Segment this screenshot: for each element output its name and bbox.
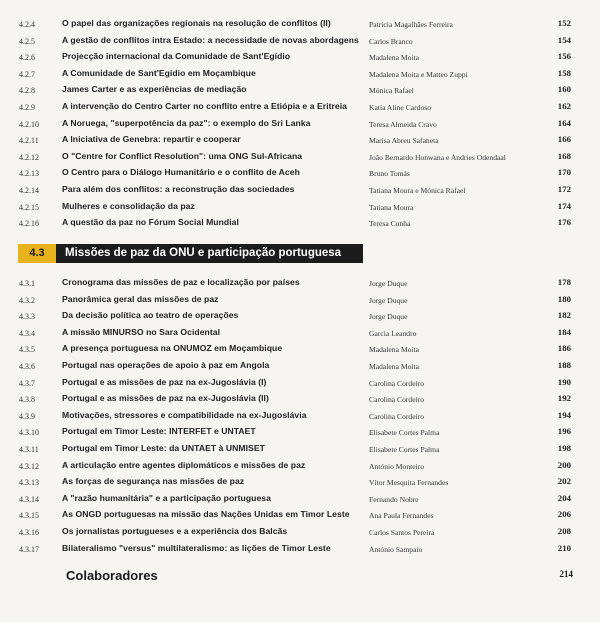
entry-number: 4.3.10 xyxy=(19,428,39,438)
entry-author: Elisabete Cortes Palma xyxy=(369,445,440,454)
entry-page-number: 178 xyxy=(557,277,571,287)
toc-entry[interactable] xyxy=(0,17,600,33)
entry-author: Jorge Duque xyxy=(369,279,408,288)
entry-number: 4.2.10 xyxy=(19,119,39,129)
entry-number: 4.3.5 xyxy=(19,345,35,355)
entry-page-number: 162 xyxy=(557,101,571,111)
entry-title: Portugal nas operações de apoio à paz em Angola xyxy=(62,360,270,370)
entry-page-number: 174 xyxy=(557,200,571,211)
entry-number: 4.3.16 xyxy=(19,528,39,537)
entry-author: Teresa Cunha xyxy=(369,219,411,229)
entry-author: Carlos Santos Pereira xyxy=(369,528,435,537)
entry-number: 4.2.12 xyxy=(19,152,39,162)
entry-title: A "razão humanitária" e a participação portuguesa xyxy=(62,492,271,503)
toc-entry[interactable] xyxy=(0,525,600,541)
entry-author: Madalena Moita e Matteo Zuppi xyxy=(369,69,468,79)
entry-page-number: 200 xyxy=(557,459,571,470)
entry-number: 4.3.8 xyxy=(19,395,35,405)
toc-entry[interactable] xyxy=(0,342,600,358)
toc-entry[interactable] xyxy=(0,409,600,425)
entry-page-number: 188 xyxy=(557,360,571,370)
entry-page-number: 184 xyxy=(557,326,571,337)
toc-entry[interactable] xyxy=(0,475,600,491)
toc-entry[interactable] xyxy=(0,67,600,83)
toc-entry[interactable] xyxy=(0,166,600,182)
entry-title: O Centro para o Diálogo Humanitário e o conflito de Aceh xyxy=(62,167,300,178)
entry-title: Portugal em Timor Leste: da UNTAET à UNMISET xyxy=(62,443,265,453)
entry-number: 4.2.11 xyxy=(19,136,39,146)
entry-title: As forças de segurança nas missões de paz xyxy=(62,476,245,487)
toc-entry[interactable] xyxy=(0,50,600,66)
toc-entry[interactable] xyxy=(0,200,600,216)
entry-number: 4.3.11 xyxy=(19,445,39,454)
toc-entry[interactable] xyxy=(0,150,600,166)
entry-author: Patrícia Magalhães Ferreira xyxy=(369,20,453,29)
entry-page-number: 152 xyxy=(557,18,571,28)
toc-entry[interactable] xyxy=(0,117,600,133)
toc-entry[interactable] xyxy=(0,508,600,524)
entry-number: 4.2.15 xyxy=(19,202,39,212)
entry-number: 4.3.2 xyxy=(19,295,35,305)
entry-number: 4.3.7 xyxy=(19,378,35,388)
section-title: Missões de paz da ONU e participação portuguesa xyxy=(65,247,342,259)
entry-page-number: 202 xyxy=(557,476,571,487)
entry-number: 4.2.6 xyxy=(19,53,35,63)
toc-entry[interactable] xyxy=(0,359,600,375)
entry-page-number: 166 xyxy=(557,134,571,145)
entry-page-number: 208 xyxy=(557,526,571,536)
entry-author: Marisa Abreu Safaneta xyxy=(369,136,439,146)
entry-page-number: 156 xyxy=(557,51,571,62)
toc-entry[interactable] xyxy=(0,34,600,50)
entry-title: Os jornalistas portugueses e a experiência dos Balcãs xyxy=(62,526,288,536)
entry-author: António Sampaio xyxy=(369,544,423,554)
entry-title: O papel das organizações regionais na resolução de conflitos (II) xyxy=(62,18,331,28)
entry-author: Madalena Moita xyxy=(369,53,419,63)
entry-number: 4.3.6 xyxy=(19,362,35,371)
entry-title: Bilateralismo "versus" multilateralismo: as lições de Timor Leste xyxy=(62,542,331,553)
entry-author: Carolina Cordeiro xyxy=(369,395,425,405)
entry-number: 4.2.4 xyxy=(19,20,35,29)
entry-author: Madalena Moita xyxy=(369,362,419,371)
entry-number: 4.2.7 xyxy=(19,69,35,79)
entry-page-number: 206 xyxy=(557,509,571,520)
entry-number: 4.3.13 xyxy=(19,478,39,488)
entry-author: Carolina Cordeiro xyxy=(369,411,425,421)
contributors-entry[interactable] xyxy=(0,568,600,588)
entry-number: 4.2.9 xyxy=(19,103,35,112)
entry-number: 4.3.3 xyxy=(19,312,35,322)
entry-author: Madalena Moita xyxy=(369,345,419,355)
entry-author: Jorge Duque xyxy=(369,295,408,305)
entry-title: O "Centre for Conflict Resolution": uma ONG Sul-Africana xyxy=(62,150,303,161)
toc-entry[interactable] xyxy=(0,492,600,508)
entry-author: Vítor Mesquita Fernandes xyxy=(369,478,449,488)
entry-title: A intervenção do Centro Carter no conflito entre a Etiópia e a Eritreia xyxy=(62,101,347,111)
toc-entry[interactable] xyxy=(0,542,600,558)
toc-entry[interactable] xyxy=(0,83,600,99)
entry-number: 4.2.13 xyxy=(19,169,39,179)
entry-author: Carolina Cordeiro xyxy=(369,378,425,388)
entry-number: 4.3.1 xyxy=(19,279,35,288)
toc-entry[interactable] xyxy=(0,392,600,408)
entry-title: Motivações, stressores e compatibilidade na ex-Jugoslávia xyxy=(62,409,307,420)
entry-number: 4.3.17 xyxy=(19,544,39,554)
entry-title: Portugal e as missões de paz na ex-Jugoslávia (II) xyxy=(62,393,269,404)
toc-entry[interactable] xyxy=(0,425,600,441)
entry-title: Cronograma das missões de paz e localização por países xyxy=(62,277,300,287)
entry-page-number: 204 xyxy=(557,492,571,503)
entry-title: A Iniciativa de Genebra: repartir e cooperar xyxy=(62,134,241,145)
entry-page-number: 158 xyxy=(557,67,571,78)
toc-entry[interactable] xyxy=(0,309,600,325)
entry-author: Jorge Duque xyxy=(369,312,408,322)
entry-number: 4.3.14 xyxy=(19,494,39,504)
entry-page-number: 210 xyxy=(557,542,571,553)
toc-entry[interactable] xyxy=(0,326,600,342)
toc-entry[interactable] xyxy=(0,133,600,149)
entry-author: Garcia Leandro xyxy=(369,328,417,338)
entry-page-number: 170 xyxy=(557,167,571,178)
entry-author: Elisabete Cortes Palma xyxy=(369,428,440,438)
entry-author: Teresa Almeida Cravo xyxy=(369,119,437,129)
entry-number: 4.2.14 xyxy=(19,186,39,195)
toc-entry[interactable] xyxy=(0,459,600,475)
toc-entry[interactable] xyxy=(0,376,600,392)
entry-author: Katia Aline Cardoso xyxy=(369,103,432,112)
entry-title: James Carter e as experiências de mediação xyxy=(62,84,247,95)
entry-page-number: 180 xyxy=(557,293,571,304)
entry-page-number: 182 xyxy=(557,310,571,321)
entry-title: Portugal em Timor Leste: INTERFET e UNTAET xyxy=(62,426,256,437)
entry-title: A presença portuguesa na ONUMOZ em Moçambique xyxy=(62,343,283,354)
entry-title: A Noruega, "superpotência da paz": o exemplo do Sri Lanka xyxy=(62,117,311,128)
toc-entry[interactable] xyxy=(0,100,600,116)
entry-author: Bruno Tomás xyxy=(369,169,410,179)
entry-page-number: 194 xyxy=(557,409,571,420)
entry-number: 4.2.5 xyxy=(19,36,35,46)
entry-page-number: 168 xyxy=(557,150,571,161)
entry-page-number: 196 xyxy=(557,426,571,437)
entry-page-number: 172 xyxy=(557,184,571,194)
entry-number: 4.3.15 xyxy=(19,511,39,521)
toc-entry[interactable] xyxy=(0,293,600,309)
toc-entry[interactable] xyxy=(0,216,600,232)
entry-title: A missão MINURSO no Sara Ocidental xyxy=(62,326,221,337)
entry-page-number: 160 xyxy=(557,84,571,95)
entry-author: Tatiana Moura e Mónica Rafael xyxy=(369,186,466,195)
entry-title: A articulação entre agentes diplomáticos e missões de paz xyxy=(62,459,306,470)
section-number: 4.3 xyxy=(18,244,56,263)
toc-entry[interactable] xyxy=(0,276,600,292)
entry-page-number: 190 xyxy=(557,376,571,387)
entry-title: A gestão de conflitos intra Estado: a necessidade de novas abordagens xyxy=(62,34,359,45)
entry-title: Da decisão política ao teatro de operações xyxy=(62,310,239,321)
entry-author: Mónica Rafael xyxy=(369,86,414,96)
entry-number: 4.3.4 xyxy=(19,328,35,338)
toc-entry[interactable] xyxy=(0,183,600,199)
toc-entry[interactable] xyxy=(0,442,600,458)
entry-number: 4.3.12 xyxy=(19,461,39,471)
entry-title: As ONGD portuguesas na missão das Nações Unidas em Timor Leste xyxy=(62,509,350,520)
entry-author: António Monteiro xyxy=(369,461,425,471)
entry-page-number: 176 xyxy=(557,217,571,228)
entry-author: João Bernardo Honwana e Andries Odendaal xyxy=(369,152,506,162)
section-header-4-3 xyxy=(18,244,363,263)
entry-title: Mulheres e consolidação da paz xyxy=(62,200,195,211)
entry-number: 4.2.8 xyxy=(19,86,35,96)
entry-page-number: 192 xyxy=(557,393,571,404)
entry-number: 4.2.16 xyxy=(19,219,39,229)
entry-author: Ana Paula Fernandes xyxy=(369,511,434,521)
entry-title: A Comunidade de Sant'Egídio em Moçambique xyxy=(62,67,256,78)
entry-title: Panorâmica geral das missões de paz xyxy=(62,293,219,304)
entry-number: 4.3.9 xyxy=(19,411,35,421)
entry-title: Projecção internacional da Comunidade de Sant'Egídio xyxy=(62,51,291,62)
entry-author: Carlos Branco xyxy=(369,36,413,46)
contributors-page-number: 214 xyxy=(559,569,573,579)
entry-title: A questão da paz no Fórum Social Mundial xyxy=(62,217,239,228)
entry-page-number: 164 xyxy=(557,117,571,128)
entry-page-number: 198 xyxy=(557,443,571,453)
entry-author: Tatiana Moura xyxy=(369,202,414,212)
entry-page-number: 186 xyxy=(557,343,571,354)
entry-page-number: 154 xyxy=(557,34,571,45)
contributors-title: Colaboradores xyxy=(66,568,158,583)
entry-title: Portugal e as missões de paz na ex-Jugoslávia (I) xyxy=(62,376,267,387)
entry-author: Fernando Nobre xyxy=(369,494,419,504)
entry-title: Para além dos conflitos: a reconstrução das sociedades xyxy=(62,184,295,194)
